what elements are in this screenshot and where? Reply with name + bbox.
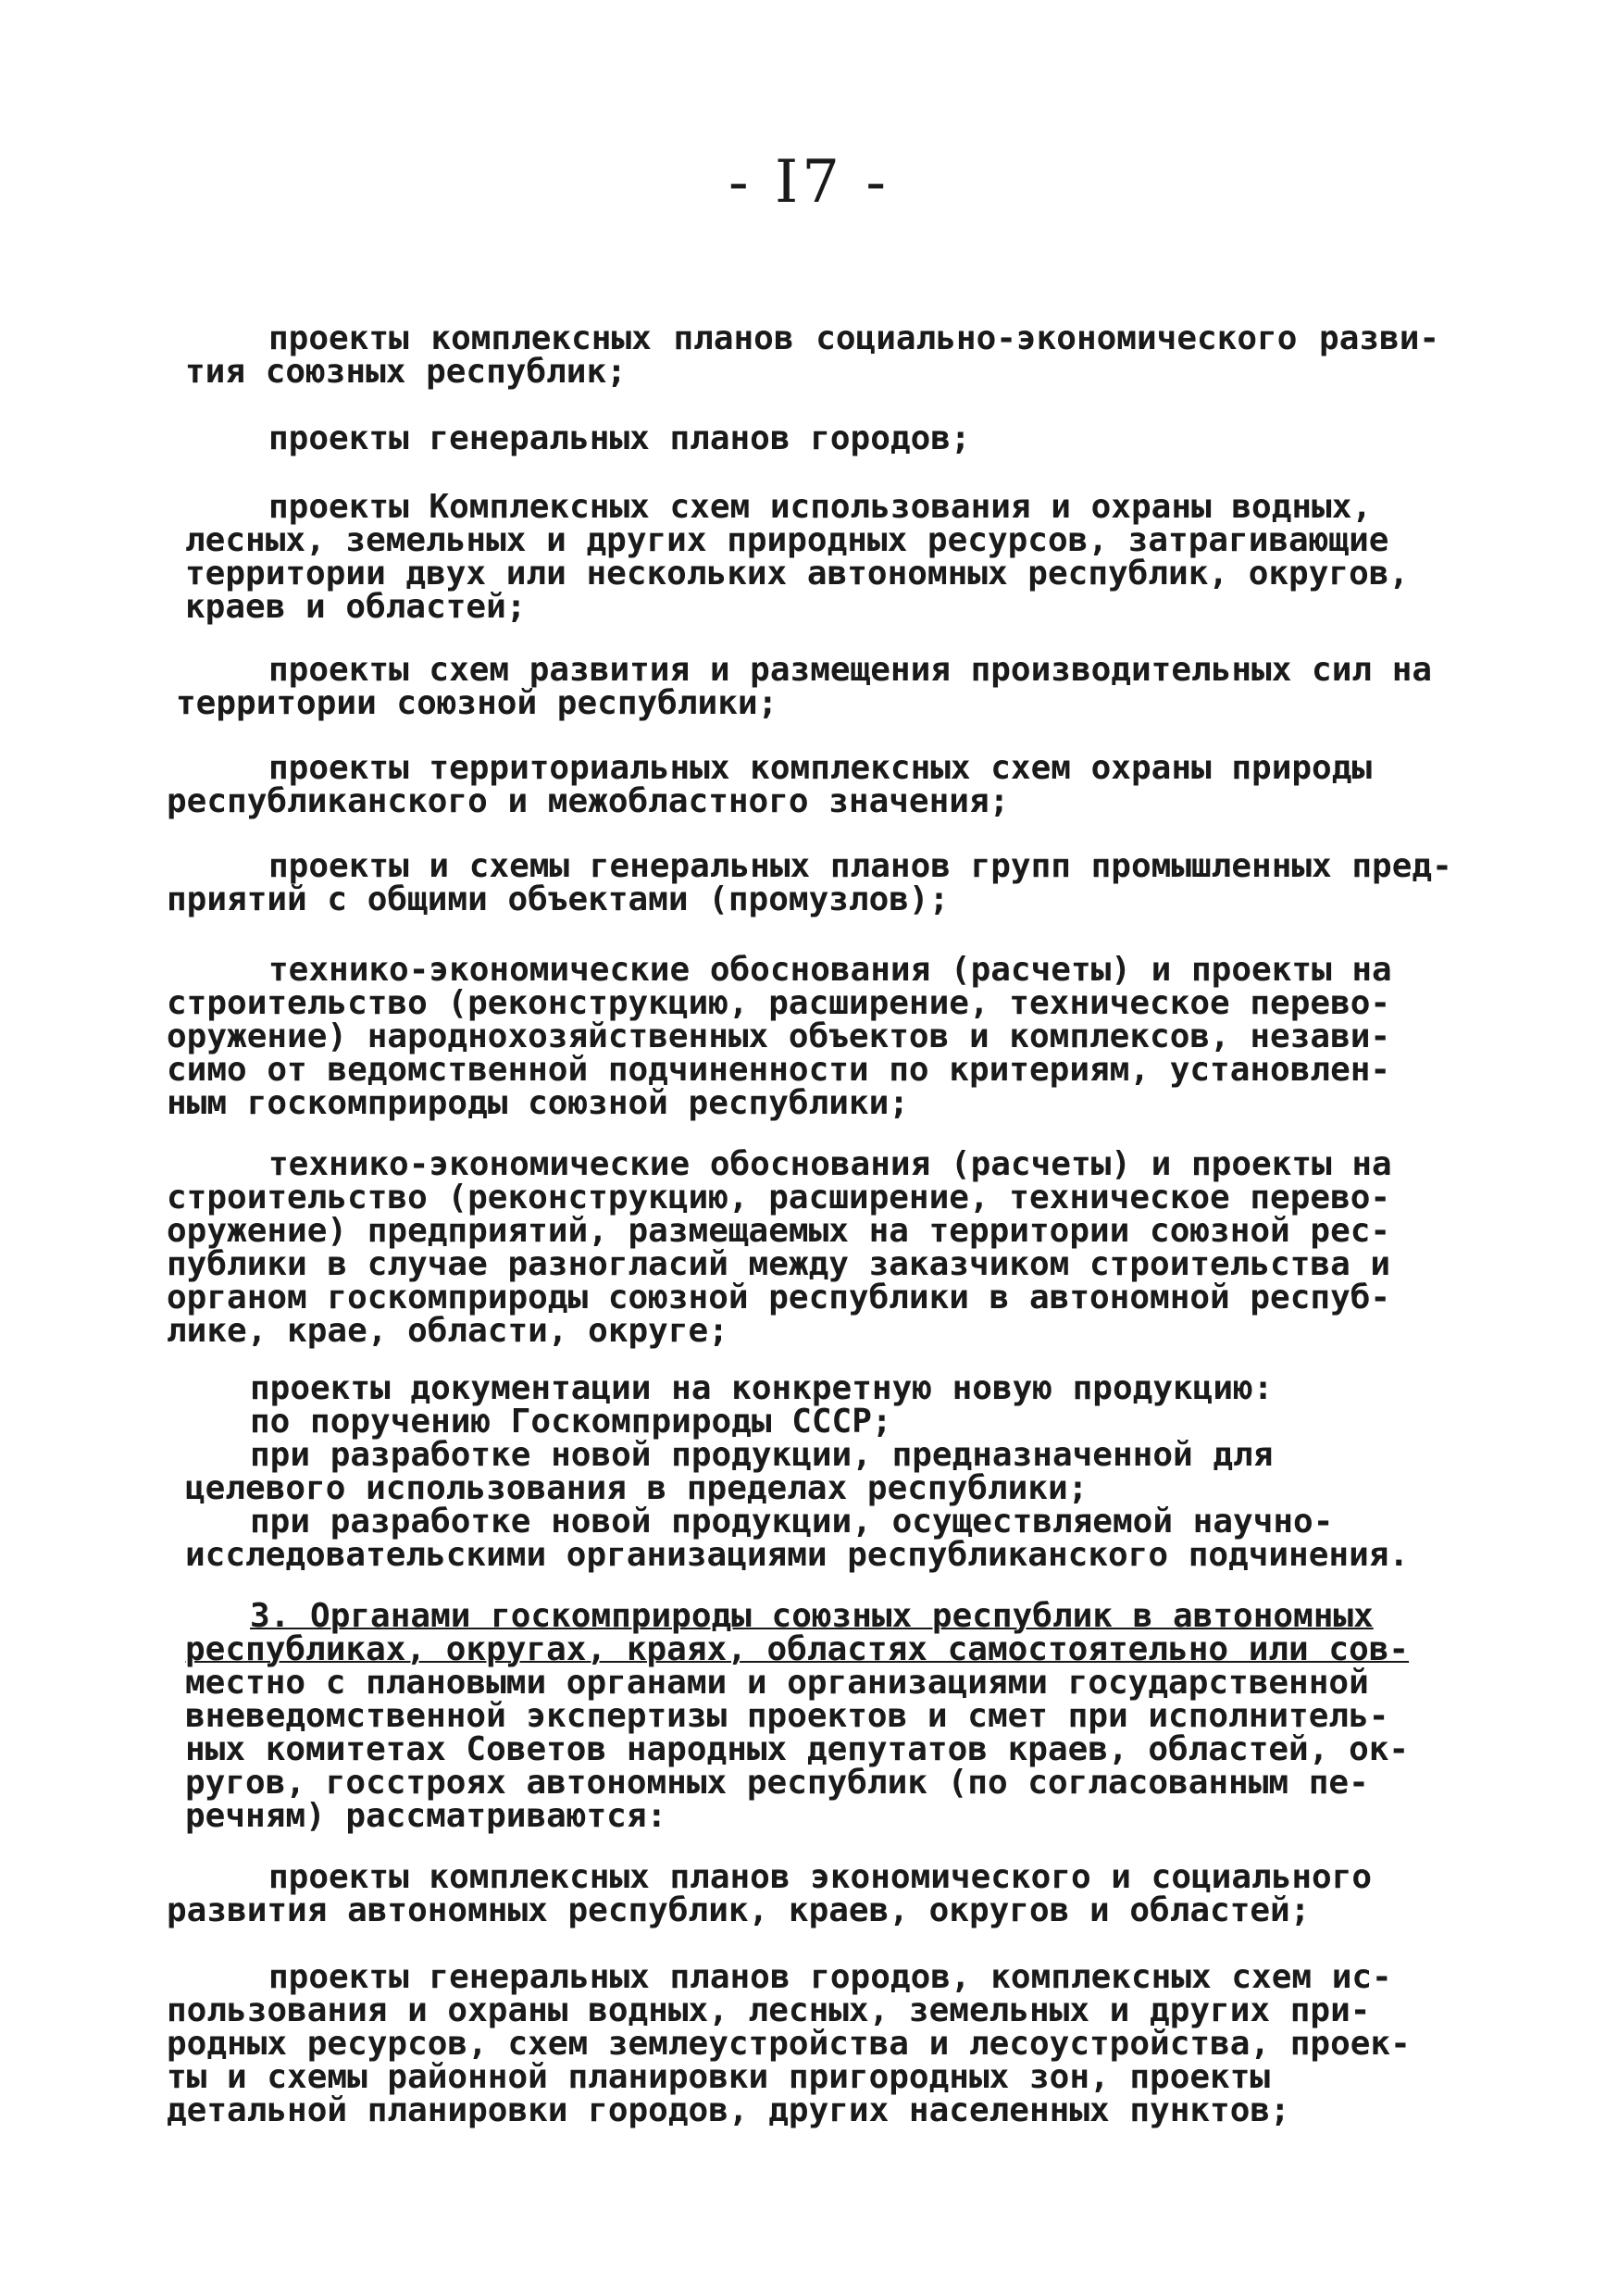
text-line: технико-экономические обоснования (расчеты) и проекты на (268, 1145, 1392, 1183)
text-line: развития автономных республик, краев, округов и областей; (167, 1891, 1311, 1929)
text-line: проекты Комплексных схем использования и охраны водных, (268, 488, 1373, 526)
text-line: 3. Органами госкомприроды союзных республик в автономных (250, 1597, 1374, 1635)
text-line: оружение) предприятий, размещаемых на территории союзной рес- (167, 1212, 1391, 1250)
text-line: проекты генеральных планов городов, комплексных схем ис- (268, 1958, 1392, 1996)
text-line: проекты комплексных планов экономического и социального (268, 1858, 1373, 1896)
text-line: проекты генеральных планов городов; (268, 419, 971, 457)
text-line: местно с плановыми органами и организациями государственной (185, 1664, 1369, 1702)
paragraph (185, 319, 1440, 391)
text-line: органом госкомприроды союзной республики в автономной респуб- (167, 1279, 1391, 1316)
text-line: краев и областей; (185, 588, 527, 626)
text-line: приятий с общими объектами (промузлов); (167, 880, 950, 918)
paragraph (268, 419, 971, 457)
text-line: ным госкомприроды союзной республики; (167, 1084, 909, 1122)
text-line: ных комитетах Советов народных депутатов краев, областей, ок- (185, 1730, 1410, 1768)
paragraph (176, 651, 1433, 722)
paragraph (167, 1858, 1373, 1929)
paragraph (167, 847, 1452, 918)
text-line: родных ресурсов, схем землеустройства и лесоустройства, проек- (167, 2025, 1411, 2063)
text-line: территории двух или нескольких автономных республик, округов, (185, 555, 1410, 593)
page-number: - I7 - (728, 148, 890, 217)
paragraph (185, 488, 1410, 626)
text-line: целевого использования в пределах республики; (185, 1469, 1089, 1507)
text-line: проекты и схемы генеральных планов групп промышленных пред- (268, 847, 1452, 885)
text-line: территории союзной республики; (176, 684, 778, 722)
text-line: при разработке новой продукции, осуществляемой научно- (250, 1503, 1334, 1541)
text-line: симо от ведомственной подчиненности по критериям, установлен- (167, 1051, 1391, 1089)
text-line: лесных, земельных и других природных ресурсов, затрагивающие (185, 521, 1389, 559)
text-line: речням) рассматриваются: (185, 1797, 667, 1835)
text-line: публики в случае разногласий между заказчиком строительства и (167, 1245, 1391, 1283)
text-line: при разработке новой продукции, предназначенной для (250, 1436, 1274, 1474)
text-line: проекты схем развития и размещения производительных сил на (268, 651, 1433, 689)
paragraph (185, 1597, 1410, 1835)
text-line: ты и схемы районной планировки пригородных зон, проекты (167, 2058, 1271, 2096)
text-line: тия союзных республик; (185, 353, 627, 391)
text-line: проекты комплексных планов социально-экономического разви- (268, 319, 1440, 357)
paragraph (167, 951, 1392, 1122)
text-line: лике, крае, области, округе; (167, 1312, 728, 1350)
text-line: вневедомственной экспертизы проектов и смет при исполнитель- (185, 1697, 1389, 1735)
text-line: технико-экономические обоснования (расчеты) и проекты на (268, 951, 1392, 989)
text-line: по поручению Госкомприроды СССР; (250, 1403, 892, 1441)
text-line: проекты территориальных комплексных схем охраны природы (268, 749, 1373, 787)
text-line: строительство (реконструкцию, расширение, техническое перево- (167, 984, 1391, 1022)
text-line: республиках, округах, краях, областях самостоятельно или сов- (185, 1630, 1410, 1668)
text-line: детальной планировки городов, других населенных пунктов; (167, 2091, 1290, 2129)
text-line: проекты документации на конкретную новую продукцию: (250, 1369, 1274, 1407)
text-line: республиканского и межобластного значения; (167, 782, 1010, 820)
paragraph (167, 749, 1373, 820)
text-line: исследовательскими организациями республиканского подчинения. (185, 1536, 1410, 1574)
paragraph (167, 1145, 1392, 1350)
text-line: оружение) народнохозяйственных объектов и комплексов, незави- (167, 1017, 1391, 1055)
paragraph (185, 1369, 1410, 1574)
text-line: строительство (реконструкцию, расширение, техническое перево- (167, 1179, 1391, 1217)
paragraph (167, 1958, 1411, 2129)
text-line: пользования и охраны водных, лесных, земельных и других при- (167, 1991, 1371, 2029)
text-line: ругов, госстроях автономных республик (по согласованным пе- (185, 1764, 1369, 1802)
